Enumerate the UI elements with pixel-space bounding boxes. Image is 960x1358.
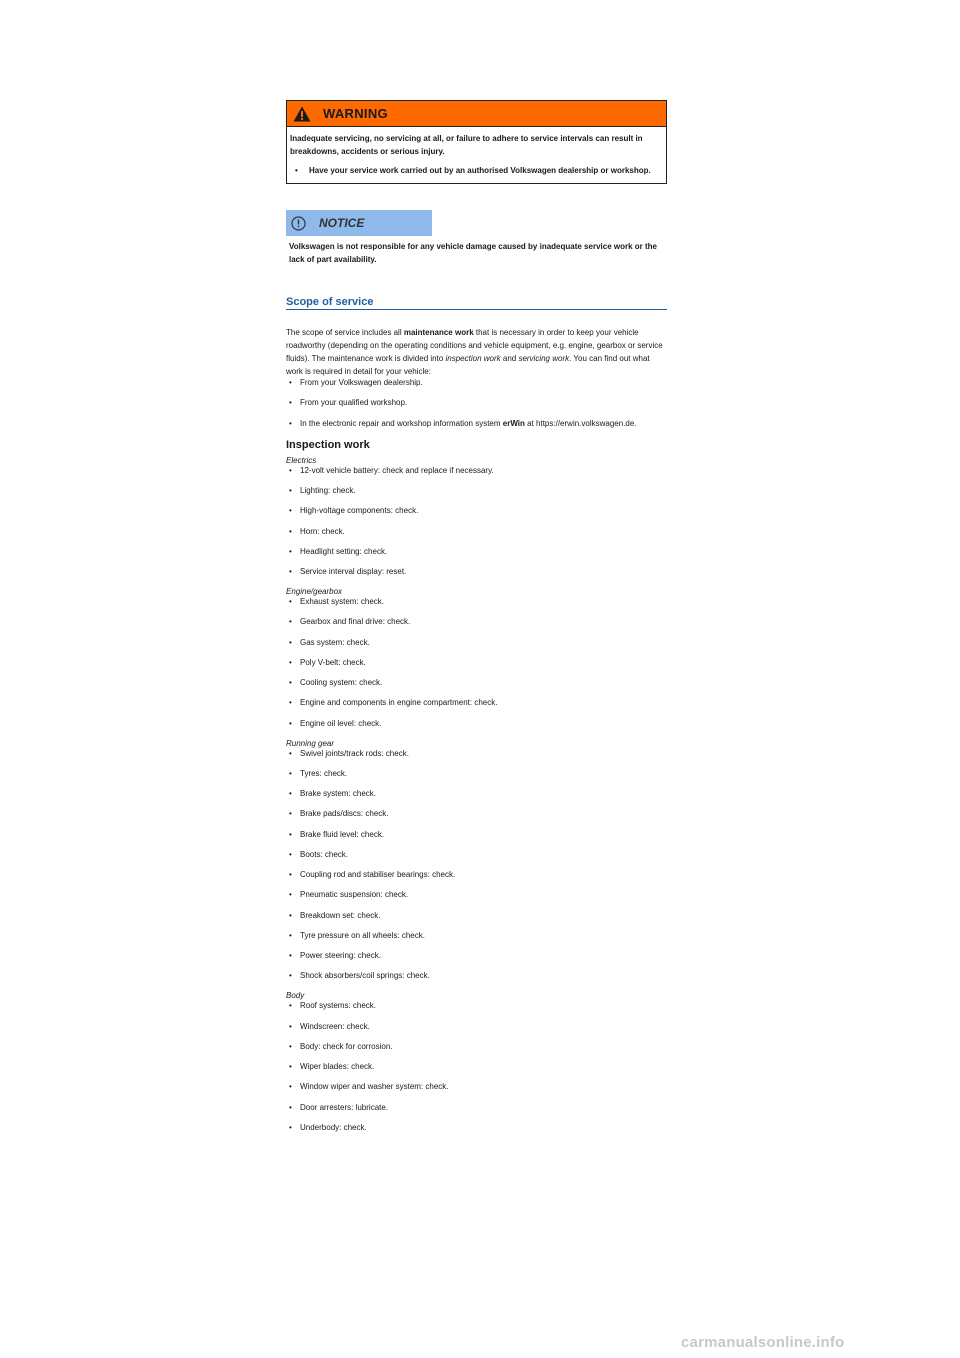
list-item [286,719,667,729]
bullet-icon: • [289,597,292,606]
exclamation-circle-icon [291,216,306,231]
bullet-icon: • [289,849,292,859]
list-item-text: Engine and components in engine compartment: check. [300,698,498,708]
list-item-text: Brake pads/discs: check. [300,809,389,819]
erwin-pre: In the electronic repair and workshop information system [300,418,503,428]
list-item-text: Wiper blades: check. [300,1062,375,1071]
list-item [286,398,667,408]
list-item-text: Pneumatic suspension: check. [300,890,409,900]
list-item [286,931,667,941]
list-item [286,1103,667,1113]
intro-text: . You can find out what work is required in detail for your vehicle: [286,354,650,376]
bullet-icon: • [289,465,292,475]
list-item-text: Boots: check. [300,849,349,859]
bullet-icon: • [289,789,292,798]
list-item [286,1123,667,1133]
list-item-text: Tyre pressure on all wheels: check. [300,930,425,940]
bullet-icon: • [289,1021,292,1031]
bullet-icon: • [289,637,292,647]
list-item-text: Window wiper and washer system: check. [300,1082,449,1092]
list-item [286,911,667,921]
bullet-icon: • [289,890,292,900]
warning-title: WARNING [323,106,388,121]
warning-body [287,127,666,183]
bullet-icon: • [289,418,292,428]
bullet-icon: • [289,506,292,516]
list-item-text: Gas system: check. [300,637,370,647]
list-item-text: From your qualified workshop. [300,398,408,408]
bullet-icon: • [289,1082,292,1092]
list-item-text: Shock absorbers/coil springs: check. [300,971,430,981]
list-item [286,789,667,799]
list-item-text: From your Volkswagen dealership. [300,378,423,387]
bullet-icon: • [289,951,292,960]
bullet-icon: • [289,870,292,879]
list-item [286,419,667,429]
bullet-icon: • [289,567,292,576]
list-item-text: Brake fluid level: check. [300,829,385,839]
list-item [286,698,667,708]
bullet-icon: • [289,829,292,839]
list-item [286,951,667,961]
scope-intro [286,326,667,378]
inspection-work-title: Inspection work [286,438,370,451]
list-item [286,638,667,648]
notice-header [286,210,432,236]
warning-header [287,101,666,127]
bullet-icon: • [289,698,292,708]
list-item-text: Windscreen: check. [300,1021,370,1031]
erwin-bold: erWin [502,418,525,428]
inspection-group-title: Engine/gearbox [286,587,343,596]
warning-text: Inadequate servicing, no servicing at all, or failure to adhere to service intervals can result in breakdowns, accidents or serious injury. [290,134,643,156]
inspection-group-title: Running gear [286,738,335,748]
inspection-group-list [286,749,667,982]
watermark: carmanualsonline.info [681,1334,845,1351]
list-item [286,378,667,388]
list-item [286,1022,667,1032]
list-item [286,547,667,557]
warning-triangle-icon [293,106,311,122]
bullet-icon: • [289,617,292,627]
list-item-text: Horn: check. [300,526,345,536]
list-item [286,1062,667,1072]
list-item-text: Engine oil level: check. [300,718,382,728]
bullet-icon: • [289,809,292,819]
bullet-icon: • [289,930,292,940]
list-item [286,1001,667,1011]
list-item [286,769,667,779]
intro-italic: servicing work [518,354,570,363]
list-item-text: Tyres: check. [300,768,348,778]
bullet-icon: • [289,1041,292,1051]
list-item-text: Lighting: check. [300,486,356,495]
bullet-icon: • [289,546,292,556]
intro-bold: maintenance work [403,328,474,337]
list-item-text: Power steering: check. [300,951,381,960]
bullet-icon: • [289,1001,292,1011]
erwin-post: at https://erwin.volkswagen.de. [524,418,637,428]
list-item [286,971,667,981]
bullet-icon: • [289,910,292,920]
list-item [286,506,667,516]
list-item-text: Gearbox and final drive: check. [300,617,411,627]
intro-italic: inspection work [445,354,501,363]
warning-box [286,100,667,184]
bullet-icon: • [289,1122,292,1132]
list-item [286,597,667,607]
bullet-icon: • [295,166,298,175]
list-item-text: Headlight setting: check. [300,546,388,556]
intro-text: The scope of service includes all [286,328,404,337]
scope-section-title: Scope of service [286,296,667,310]
list-item [286,466,667,476]
list-item [286,870,667,880]
list-item-text [300,419,637,429]
manual-page-content [286,100,667,1143]
bullet-icon: • [289,526,292,536]
list-item-text: Poly V-belt: check. [300,657,366,667]
notice-text: Volkswagen is not responsible for any vehicle damage caused by inadequate service work or the lack of part availability. [289,242,657,264]
inspection-group-list [286,1001,667,1133]
list-item [286,486,667,496]
bullet-icon: • [289,657,292,667]
list-item-text: Brake system: check. [300,789,377,798]
bullet-icon: • [289,1062,292,1071]
bullet-icon: • [289,486,292,495]
list-item [286,678,667,688]
list-item [286,527,667,537]
bullet-icon: • [289,398,292,408]
inspection-groups [286,456,667,1133]
list-item [286,617,667,627]
inspection-group-list [286,466,667,577]
bullet-icon: • [289,1102,292,1112]
bullet-icon: • [289,748,292,758]
list-item-text: Breakdown set: check. [300,910,381,920]
bullet-icon: • [289,768,292,778]
bullet-icon: • [289,378,292,387]
bullet-icon: • [289,718,292,728]
list-item [286,1042,667,1052]
bullet-icon: • [289,971,292,981]
inspection-group-title: Electrics [286,455,317,465]
list-item-text: Door arresters: lubricate. [300,1102,389,1112]
inspection-group-title: Body [286,991,305,1001]
list-item [286,1082,667,1092]
list-item-text: Cooling system: check. [300,678,383,687]
intro-text: and [500,354,519,363]
list-item [286,658,667,668]
list-item-text: Roof systems: check. [300,1001,377,1011]
inspection-group-list [286,597,667,729]
list-item [286,850,667,860]
scope-list [286,378,667,429]
list-item-text: Exhaust system: check. [300,597,385,606]
list-item [286,830,667,840]
list-item [286,890,667,900]
list-item-text: Service interval display: reset. [300,567,407,576]
list-item-text: Coupling rod and stabiliser bearings: check. [300,870,456,879]
bullet-icon: • [289,678,292,687]
list-item-text: Swivel joints/track rods: check. [300,748,409,758]
list-item [286,809,667,819]
warning-bullet-text: Have your service work carried out by an authorised Volkswagen dealership or workshop. [309,166,651,175]
list-item-text: 12-volt vehicle battery: check and replace if necessary. [300,465,494,475]
list-item-text: Body: check for corrosion. [300,1041,393,1051]
list-item [286,567,667,577]
warning-bullet-item [295,164,661,177]
list-item [286,749,667,759]
list-item-text: High-voltage components: check. [300,506,419,516]
notice-title: NOTICE [319,216,365,230]
intro-text: that is necessary in order to keep your vehicle roadworthy (depending on the operating conditions and vehicle equipment, e.g. engine, gearbox or service fluids). The maintenance work is divided into [286,328,663,363]
list-item-text: Underbody: check. [300,1122,367,1132]
